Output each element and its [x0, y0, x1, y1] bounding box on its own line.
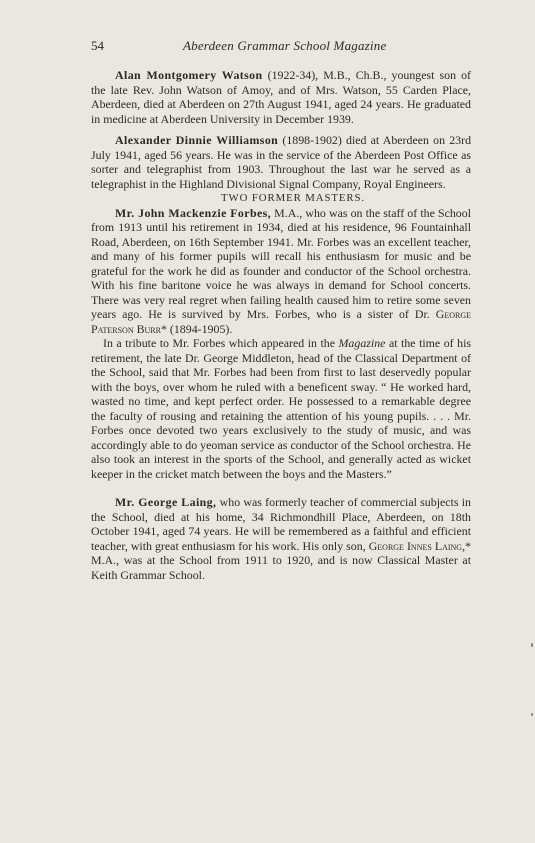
obituary-watson: [91, 68, 471, 126]
page-number: 54: [91, 38, 104, 53]
son-name-laing: George Innes Laing: [368, 538, 463, 553]
magazine-title: Magazine: [338, 336, 386, 350]
paper-speck: [531, 713, 533, 716]
page-body: [91, 68, 471, 582]
obituary-name-forbes: Mr. John Mackenzie Forbes,: [115, 205, 272, 220]
obituary-name-laing: Mr. George Laing,: [115, 495, 217, 509]
tribute-text-2: at the time of his retirement, the late Dr. George Middleton, head of the Classical Department of the School, said that Mr. Forbes had been from first to last deservedly popular with the boys, over whom he ruled with a beneficent sway. “ He worked hard, wasted no time, and kept perfect order. He possessed to a remarkable degree the faculty of rousing and retaining the attention of his young pupils. . . . Mr. Forbes once devoted two years exclusively to the study of music, and was accordingly able to do yeoman service as conductor of the School orchestra. He also took an interest in the sports of the School, and generally acted as wicket keeper in the cricket match between the boys and the Masters.”: [91, 336, 472, 481]
obituary-name-williamson: Alexander Dinnie Williamson: [115, 133, 279, 147]
obituary-text-williamson: (1898-1902) died at Aberdeen on 23rd July 1941, aged 56 years. He was in the service of the Aberdeen Post Office as sorter and telegraphist from 1903. Throughout the last war he served as a telegraphist in the Highland Divisional Signal Company, Royal Engineers.: [91, 133, 472, 191]
obituary-williamson: [91, 133, 471, 191]
obituary-text-laing-1: who was formerly teacher of commercial subjects in the School, died at his home, 34 Richmondhill Place, Aberdeen, on 18th October 1941, aged 74 years. He will be remembered as a faithful and efficient teacher, with great enthusiasm for his work. His only son,: [91, 495, 471, 553]
obituary-text-forbes-1: M.A., who was on the staff of the School from 1913 until his retirement in 1934, died at his residence, 96 Fountainhall Road, Aberdeen, on 16th September 1941. Mr. Forbes was an excellent teacher, and many of his former pupils will recall his enthusiasm for music and be grateful for the work he did as founder and conductor of the School orchestra. With his fine baritone voice he was always in demand for School concerts. There was very real regret when failing health caused him to retire some seven years ago. He is survived by Mrs. Forbes, who is a sister of Dr.: [91, 205, 472, 321]
paper-speck: [531, 643, 533, 647]
tribute-text-1: In a tribute to Mr. Forbes which appeared in the: [103, 336, 339, 350]
obituary-name-watson: Alan Montgomery Watson: [115, 68, 263, 82]
obituary-text-laing-2: ,* M.A., was at the School from 1911 to 1920, and is now Classical Master at Keith Grammar School.: [91, 538, 472, 582]
obituary-text-watson: (1922-34), M.B., Ch.B., youngest son of the late Rev. John Watson of Amoy, and of Mrs. Watson, 55 Carden Place, Aberdeen, died at Aberdeen on 27th August 1941, aged 24 years. He graduated in medicine at Aberdeen University in December 1939.: [91, 68, 471, 126]
obituary-text-forbes-2: * (1894-1905).: [160, 321, 233, 336]
section-heading: TWO FORMER MASTERS.: [221, 192, 365, 204]
running-title: Aberdeen Grammar School Magazine: [183, 38, 387, 53]
tribute-forbes: [91, 336, 471, 481]
obituary-forbes: [91, 206, 471, 337]
obituary-laing: [91, 495, 471, 582]
relative-name-burr: George Paterson Burr: [91, 307, 471, 336]
page-header: [91, 38, 471, 60]
